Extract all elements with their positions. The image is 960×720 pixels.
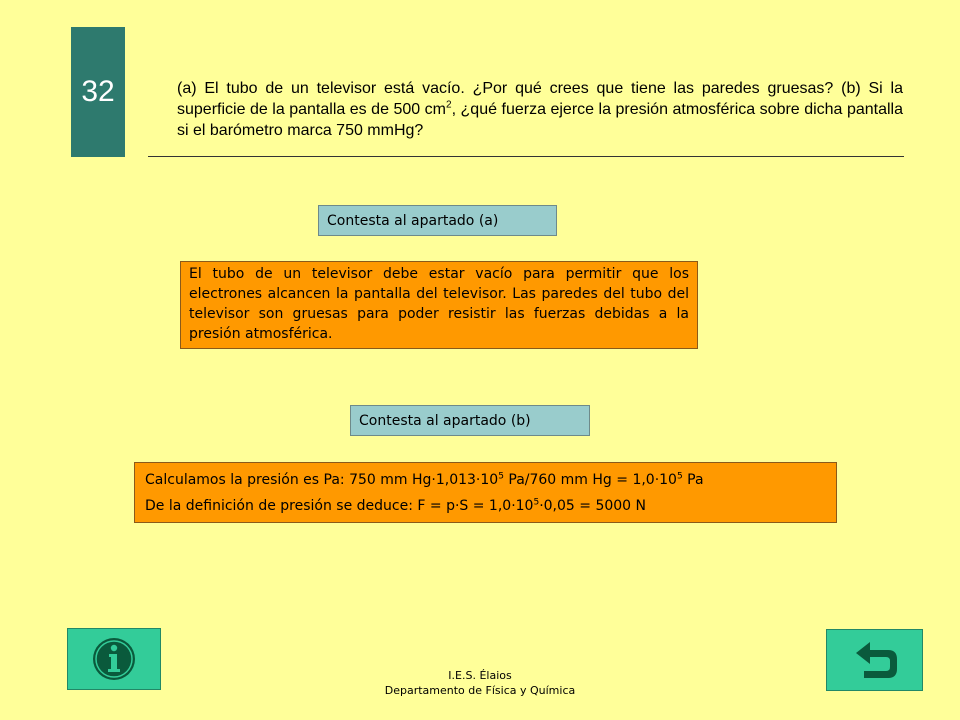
info-icon	[91, 636, 137, 682]
question-superscript: 2	[446, 99, 452, 111]
divider-line	[148, 156, 904, 157]
answer-a-box	[180, 261, 698, 349]
footer-school: I.E.S. Élaios	[448, 669, 512, 682]
answer-a-button[interactable]	[318, 205, 557, 236]
slide-number-badge: 32	[71, 27, 125, 157]
footer	[330, 668, 630, 698]
answer-b-box	[134, 462, 837, 523]
question-text	[177, 78, 903, 141]
answer-b-line-2-part-b: ·0,05 = 5000 N	[539, 498, 646, 514]
answer-a-button-label: Contesta al apartado (a)	[327, 212, 499, 229]
answer-b-button-label: Contesta al apartado (b)	[359, 412, 531, 429]
answer-b-line-1-part-b: Pa/760 mm Hg = 1,0·10	[503, 472, 677, 488]
answer-b-line-1-sup-2: 5	[676, 471, 683, 482]
answer-a-text: El tubo de un televisor debe estar vacío para permitir que los electrones alcancen la pantalla del televisor. Las paredes del tubo del televisor son gruesas para poder resistir las fuerzas debidas a la presión atmosférica.	[189, 266, 689, 342]
answer-b-line-1-part-a: Calculamos la presión es Pa: 750 mm Hg·1,013·10	[145, 472, 499, 488]
question-part-b-start: (b) Si la superficie de la pantalla es de 500 cm	[177, 80, 903, 118]
info-button[interactable]	[67, 628, 161, 690]
answer-b-button[interactable]	[350, 405, 590, 436]
answer-b-line-2-sup: 5	[533, 497, 540, 508]
return-arrow-icon	[850, 638, 900, 682]
question-part-b-end: , ¿qué fuerza ejerce la presión atmosférica sobre dicha pantalla si el barómetro marca 750 mmHg?	[177, 101, 904, 139]
answer-b-line-2	[145, 493, 826, 519]
footer-department: Departamento de Física y Química	[384, 684, 576, 697]
answer-b-line-1-part-c: Pa	[682, 472, 704, 488]
answer-b-line-1-sup-1: 5	[498, 471, 504, 482]
answer-b-line-1	[145, 467, 826, 493]
return-button[interactable]	[826, 629, 923, 691]
question-part-a: (a) El tubo de un televisor está vacío. ¿Por qué crees que tiene las paredes gruesas?	[177, 80, 834, 97]
answer-b-line-2-part-a: De la definición de presión se deduce: F = p·S = 1,0·10	[145, 498, 534, 514]
